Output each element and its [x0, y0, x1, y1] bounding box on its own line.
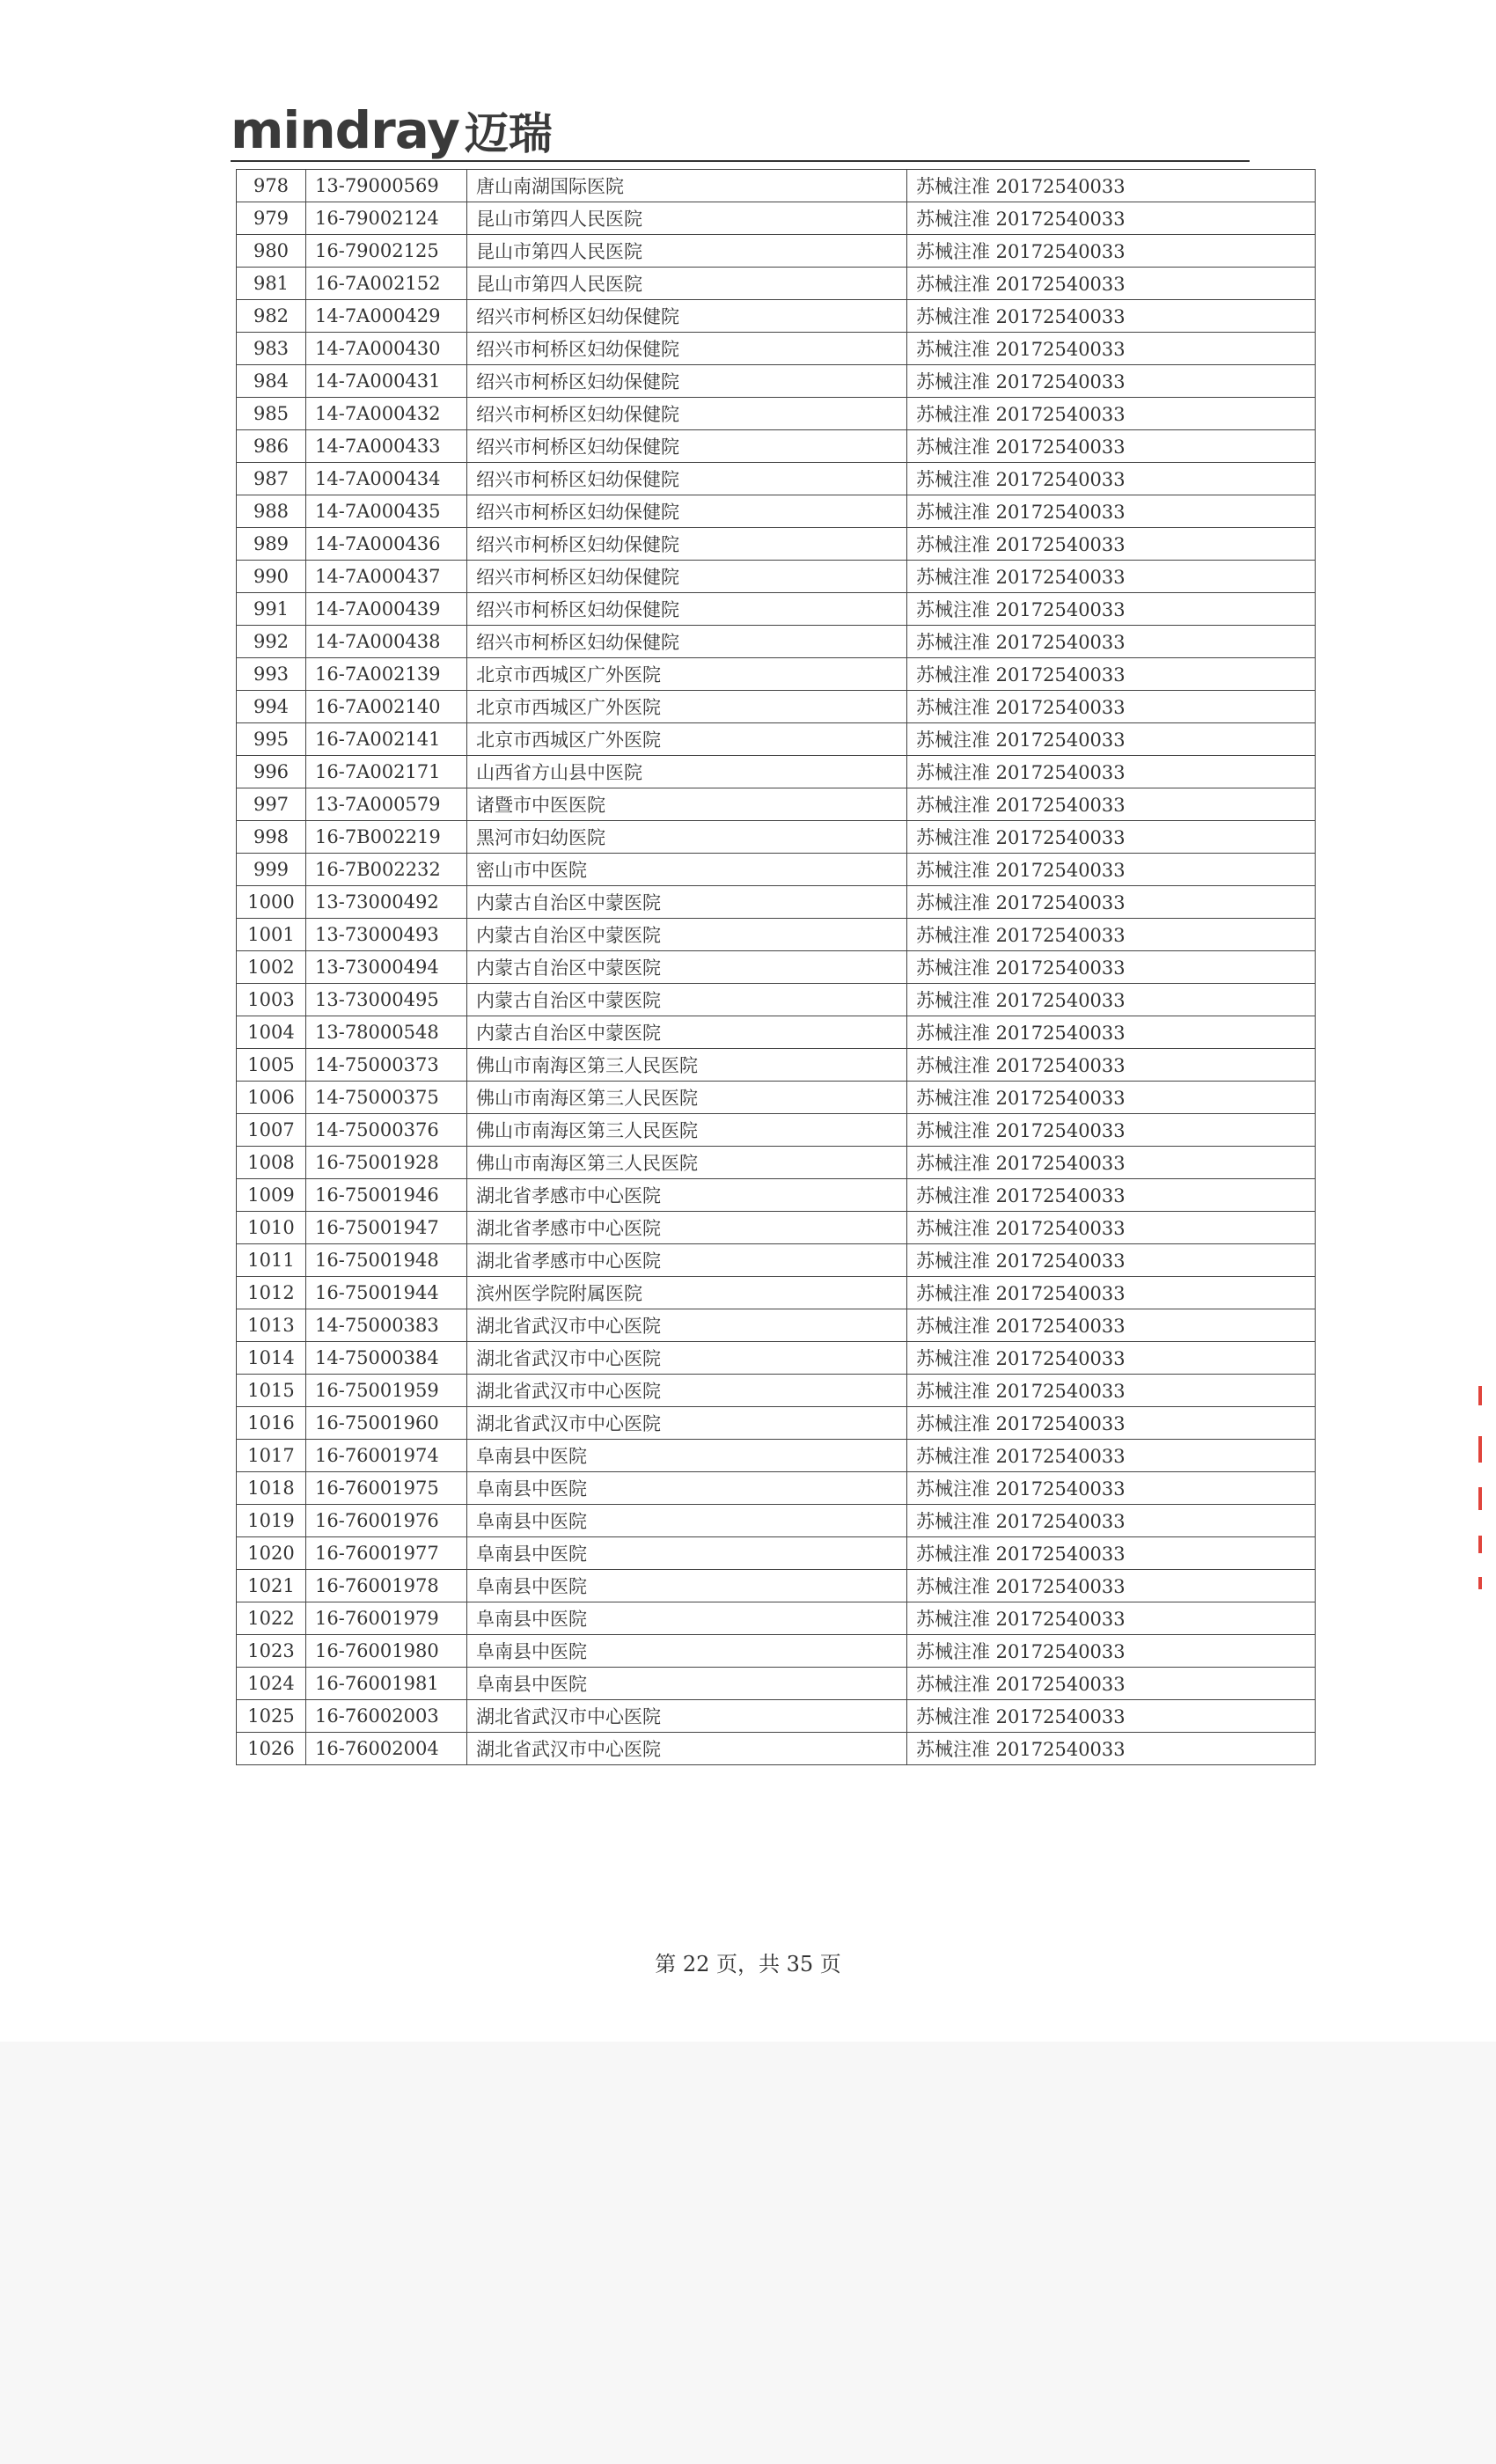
hospital-name-cell: 昆山市第四人民医院 — [467, 202, 907, 235]
serial-number-cell: 13-73000494 — [306, 951, 467, 984]
serial-number-cell: 14-7A000430 — [306, 333, 467, 365]
page-number: 第 22 页，共 35 页 — [655, 1952, 841, 1976]
table-row — [237, 1309, 1316, 1342]
table-row — [237, 202, 1316, 235]
table-row — [237, 1016, 1316, 1049]
hospital-name-cell: 内蒙古自治区中蒙医院 — [467, 919, 907, 951]
serial-number-cell: 16-7A002140 — [306, 691, 467, 723]
registration-number-cell: 苏械注准 20172540033 — [907, 495, 1316, 528]
hospital-name-cell: 北京市西城区广外医院 — [467, 691, 907, 723]
table-row — [237, 1602, 1316, 1635]
row-number-cell: 1025 — [237, 1700, 306, 1733]
serial-number-cell: 14-7A000436 — [306, 528, 467, 561]
hospital-name-cell: 黑河市妇幼医院 — [467, 821, 907, 854]
row-number-cell: 993 — [237, 658, 306, 691]
serial-number-cell: 16-7A002141 — [306, 723, 467, 756]
registration-number-cell: 苏械注准 20172540033 — [907, 1537, 1316, 1570]
serial-number-cell: 16-75001928 — [306, 1147, 467, 1179]
serial-number-cell: 13-73000493 — [306, 919, 467, 951]
row-number-cell: 1011 — [237, 1244, 306, 1277]
table-row — [237, 430, 1316, 463]
row-number-cell: 1015 — [237, 1375, 306, 1407]
row-number-cell: 980 — [237, 235, 306, 268]
table-row — [237, 1212, 1316, 1244]
table-row — [237, 756, 1316, 788]
hospital-name-cell: 湖北省武汉市中心医院 — [467, 1342, 907, 1375]
logo-cjk-text: 迈瑞 — [464, 108, 553, 159]
table-row — [237, 1505, 1316, 1537]
registration-number-cell: 苏械注准 20172540033 — [907, 1407, 1316, 1440]
serial-number-cell: 14-7A000438 — [306, 626, 467, 658]
serial-number-cell: 13-78000548 — [306, 1016, 467, 1049]
table-row — [237, 723, 1316, 756]
registration-number-cell: 苏械注准 20172540033 — [907, 1375, 1316, 1407]
hospital-name-cell: 山西省方山县中医院 — [467, 756, 907, 788]
row-number-cell: 997 — [237, 788, 306, 821]
table-row — [237, 300, 1316, 333]
registration-number-cell: 苏械注准 20172540033 — [907, 528, 1316, 561]
row-number-cell: 978 — [237, 170, 306, 202]
row-number-cell: 1002 — [237, 951, 306, 984]
row-number-cell: 988 — [237, 495, 306, 528]
row-number-cell: 990 — [237, 561, 306, 593]
serial-number-cell: 16-79002125 — [306, 235, 467, 268]
registration-number-cell: 苏械注准 20172540033 — [907, 1602, 1316, 1635]
serial-number-cell: 16-7A002139 — [306, 658, 467, 691]
serial-number-cell: 13-7A000579 — [306, 788, 467, 821]
serial-number-cell: 16-76001981 — [306, 1668, 467, 1700]
serial-number-cell: 14-7A000433 — [306, 430, 467, 463]
registration-number-cell: 苏械注准 20172540033 — [907, 1472, 1316, 1505]
registration-number-cell: 苏械注准 20172540033 — [907, 658, 1316, 691]
registration-number-cell: 苏械注准 20172540033 — [907, 854, 1316, 886]
row-number-cell: 1014 — [237, 1342, 306, 1375]
hospital-name-cell: 密山市中医院 — [467, 854, 907, 886]
registration-number-cell: 苏械注准 20172540033 — [907, 886, 1316, 919]
serial-number-cell: 14-75000384 — [306, 1342, 467, 1375]
serial-number-cell: 16-79002124 — [306, 202, 467, 235]
registration-number-cell: 苏械注准 20172540033 — [907, 430, 1316, 463]
table-row — [237, 951, 1316, 984]
hospital-name-cell: 昆山市第四人民医院 — [467, 268, 907, 300]
registration-number-cell: 苏械注准 20172540033 — [907, 1244, 1316, 1277]
hospital-name-cell: 阜南县中医院 — [467, 1668, 907, 1700]
registration-number-cell: 苏械注准 20172540033 — [907, 1179, 1316, 1212]
hospital-name-cell: 湖北省孝感市中心医院 — [467, 1212, 907, 1244]
hospital-name-cell: 湖北省武汉市中心医院 — [467, 1309, 907, 1342]
hospital-name-cell: 诸暨市中医医院 — [467, 788, 907, 821]
row-number-cell: 1023 — [237, 1635, 306, 1668]
row-number-cell: 996 — [237, 756, 306, 788]
registration-number-cell: 苏械注准 20172540033 — [907, 561, 1316, 593]
serial-number-cell: 14-7A000432 — [306, 398, 467, 430]
hospital-name-cell: 绍兴市柯桥区妇幼保健院 — [467, 365, 907, 398]
row-number-cell: 1010 — [237, 1212, 306, 1244]
registration-number-cell: 苏械注准 20172540033 — [907, 1570, 1316, 1602]
row-number-cell: 1006 — [237, 1082, 306, 1114]
row-number-cell: 1003 — [237, 984, 306, 1016]
table-row — [237, 463, 1316, 495]
registration-number-cell: 苏械注准 20172540033 — [907, 1440, 1316, 1472]
row-number-cell: 1013 — [237, 1309, 306, 1342]
serial-number-cell: 16-76002004 — [306, 1733, 467, 1765]
table-row — [237, 691, 1316, 723]
hospital-name-cell: 绍兴市柯桥区妇幼保健院 — [467, 495, 907, 528]
table-row — [237, 919, 1316, 951]
registration-number-cell: 苏械注准 20172540033 — [907, 788, 1316, 821]
registration-number-cell: 苏械注准 20172540033 — [907, 951, 1316, 984]
hospital-name-cell: 佛山市南海区第三人民医院 — [467, 1082, 907, 1114]
serial-number-cell: 14-7A000437 — [306, 561, 467, 593]
hospital-name-cell: 阜南县中医院 — [467, 1635, 907, 1668]
stamp-edge-mark — [1478, 1577, 1482, 1589]
serial-number-cell: 14-7A000439 — [306, 593, 467, 626]
registration-number-cell: 苏械注准 20172540033 — [907, 333, 1316, 365]
header-rule — [231, 160, 1250, 162]
hospital-name-cell: 北京市西城区广外医院 — [467, 658, 907, 691]
table-row — [237, 1342, 1316, 1375]
hospital-name-cell: 湖北省武汉市中心医院 — [467, 1375, 907, 1407]
table-row — [237, 1277, 1316, 1309]
table-row — [237, 658, 1316, 691]
row-number-cell: 1021 — [237, 1570, 306, 1602]
table-row — [237, 1472, 1316, 1505]
table-row — [237, 1082, 1316, 1114]
registration-number-cell: 苏械注准 20172540033 — [907, 919, 1316, 951]
serial-number-cell: 16-7B002232 — [306, 854, 467, 886]
row-number-cell: 984 — [237, 365, 306, 398]
registration-number-cell: 苏械注准 20172540033 — [907, 1342, 1316, 1375]
logo-latin-text: mindray — [231, 100, 459, 160]
registration-number-cell: 苏械注准 20172540033 — [907, 1147, 1316, 1179]
registration-number-cell: 苏械注准 20172540033 — [907, 756, 1316, 788]
serial-number-cell: 14-75000373 — [306, 1049, 467, 1082]
registration-number-cell: 苏械注准 20172540033 — [907, 1277, 1316, 1309]
table-row — [237, 528, 1316, 561]
registration-number-cell: 苏械注准 20172540033 — [907, 1700, 1316, 1733]
table-row — [237, 984, 1316, 1016]
hospital-name-cell: 绍兴市柯桥区妇幼保健院 — [467, 463, 907, 495]
hospital-name-cell: 滨州医学院附属医院 — [467, 1277, 907, 1309]
row-number-cell: 1020 — [237, 1537, 306, 1570]
table-row — [237, 268, 1316, 300]
registration-table — [236, 169, 1315, 1765]
row-number-cell: 1026 — [237, 1733, 306, 1765]
row-number-cell: 1019 — [237, 1505, 306, 1537]
registration-number-cell: 苏械注准 20172540033 — [907, 1668, 1316, 1700]
row-number-cell: 1005 — [237, 1049, 306, 1082]
hospital-name-cell: 绍兴市柯桥区妇幼保健院 — [467, 626, 907, 658]
row-number-cell: 987 — [237, 463, 306, 495]
hospital-name-cell: 湖北省孝感市中心医院 — [467, 1179, 907, 1212]
hospital-name-cell: 唐山南湖国际医院 — [467, 170, 907, 202]
table-row — [237, 854, 1316, 886]
registration-number-cell: 苏械注准 20172540033 — [907, 1212, 1316, 1244]
serial-number-cell: 16-75001947 — [306, 1212, 467, 1244]
serial-number-cell: 14-7A000429 — [306, 300, 467, 333]
serial-number-cell: 16-75001946 — [306, 1179, 467, 1212]
table-row — [237, 788, 1316, 821]
hospital-name-cell: 阜南县中医院 — [467, 1570, 907, 1602]
table-row — [237, 1375, 1316, 1407]
table-row — [237, 1733, 1316, 1765]
mindray-logo — [231, 95, 553, 165]
table-row — [237, 170, 1316, 202]
registration-number-cell: 苏械注准 20172540033 — [907, 268, 1316, 300]
serial-number-cell: 16-75001960 — [306, 1407, 467, 1440]
hospital-name-cell: 北京市西城区广外医院 — [467, 723, 907, 756]
table-row — [237, 365, 1316, 398]
row-number-cell: 1000 — [237, 886, 306, 919]
serial-number-cell: 16-76001976 — [306, 1505, 467, 1537]
table-row — [237, 1114, 1316, 1147]
registration-number-cell: 苏械注准 20172540033 — [907, 1016, 1316, 1049]
serial-number-cell: 14-7A000435 — [306, 495, 467, 528]
row-number-cell: 986 — [237, 430, 306, 463]
table-body — [237, 170, 1316, 1765]
registration-number-cell: 苏械注准 20172540033 — [907, 1635, 1316, 1668]
row-number-cell: 1012 — [237, 1277, 306, 1309]
hospital-name-cell: 绍兴市柯桥区妇幼保健院 — [467, 333, 907, 365]
serial-number-cell: 14-75000375 — [306, 1082, 467, 1114]
serial-number-cell: 16-76001977 — [306, 1537, 467, 1570]
registration-number-cell: 苏械注准 20172540033 — [907, 984, 1316, 1016]
hospital-name-cell: 内蒙古自治区中蒙医院 — [467, 1016, 907, 1049]
serial-number-cell: 16-76001974 — [306, 1440, 467, 1472]
serial-number-cell: 16-76001978 — [306, 1570, 467, 1602]
stamp-edge-mark — [1478, 1536, 1482, 1553]
hospital-name-cell: 阜南县中医院 — [467, 1505, 907, 1537]
hospital-name-cell: 湖北省武汉市中心医院 — [467, 1733, 907, 1765]
row-number-cell: 979 — [237, 202, 306, 235]
table-row — [237, 1440, 1316, 1472]
row-number-cell: 1016 — [237, 1407, 306, 1440]
table-row — [237, 1537, 1316, 1570]
table-row — [237, 821, 1316, 854]
serial-number-cell: 14-75000383 — [306, 1309, 467, 1342]
stamp-edge-mark — [1478, 1386, 1482, 1405]
row-number-cell: 983 — [237, 333, 306, 365]
serial-number-cell: 16-75001948 — [306, 1244, 467, 1277]
row-number-cell: 1008 — [237, 1147, 306, 1179]
row-number-cell: 1022 — [237, 1602, 306, 1635]
row-number-cell: 998 — [237, 821, 306, 854]
serial-number-cell: 13-79000569 — [306, 170, 467, 202]
table-row — [237, 561, 1316, 593]
serial-number-cell: 14-7A000434 — [306, 463, 467, 495]
serial-number-cell: 16-7A002171 — [306, 756, 467, 788]
hospital-name-cell: 湖北省孝感市中心医院 — [467, 1244, 907, 1277]
table-row — [237, 333, 1316, 365]
table-row — [237, 1049, 1316, 1082]
registration-number-cell: 苏械注准 20172540033 — [907, 398, 1316, 430]
registration-number-cell: 苏械注准 20172540033 — [907, 170, 1316, 202]
registration-number-cell: 苏械注准 20172540033 — [907, 1049, 1316, 1082]
row-number-cell: 1017 — [237, 1440, 306, 1472]
registration-number-cell: 苏械注准 20172540033 — [907, 1505, 1316, 1537]
hospital-name-cell: 内蒙古自治区中蒙医院 — [467, 951, 907, 984]
hospital-name-cell: 佛山市南海区第三人民医院 — [467, 1049, 907, 1082]
page-bottom-shade — [0, 2042, 1496, 2464]
row-number-cell: 991 — [237, 593, 306, 626]
registration-number-cell: 苏械注准 20172540033 — [907, 821, 1316, 854]
row-number-cell: 1007 — [237, 1114, 306, 1147]
table-row — [237, 1700, 1316, 1733]
table-row — [237, 626, 1316, 658]
serial-number-cell: 16-75001944 — [306, 1277, 467, 1309]
stamp-edge-mark — [1478, 1487, 1482, 1510]
hospital-name-cell: 佛山市南海区第三人民医院 — [467, 1147, 907, 1179]
table-row — [237, 886, 1316, 919]
registration-number-cell: 苏械注准 20172540033 — [907, 691, 1316, 723]
table-row — [237, 1570, 1316, 1602]
registration-number-cell: 苏械注准 20172540033 — [907, 1082, 1316, 1114]
serial-number-cell: 16-7B002219 — [306, 821, 467, 854]
hospital-name-cell: 绍兴市柯桥区妇幼保健院 — [467, 430, 907, 463]
hospital-name-cell: 内蒙古自治区中蒙医院 — [467, 984, 907, 1016]
row-number-cell: 999 — [237, 854, 306, 886]
serial-number-cell: 16-76001979 — [306, 1602, 467, 1635]
hospital-name-cell: 湖北省武汉市中心医院 — [467, 1407, 907, 1440]
row-number-cell: 989 — [237, 528, 306, 561]
row-number-cell: 992 — [237, 626, 306, 658]
stamp-edge-mark — [1478, 1436, 1482, 1463]
serial-number-cell: 16-76001975 — [306, 1472, 467, 1505]
serial-number-cell: 16-7A002152 — [306, 268, 467, 300]
registration-number-cell: 苏械注准 20172540033 — [907, 1733, 1316, 1765]
hospital-name-cell: 阜南县中医院 — [467, 1472, 907, 1505]
hospital-name-cell: 阜南县中医院 — [467, 1537, 907, 1570]
row-number-cell: 1024 — [237, 1668, 306, 1700]
hospital-name-cell: 内蒙古自治区中蒙医院 — [467, 886, 907, 919]
row-number-cell: 995 — [237, 723, 306, 756]
row-number-cell: 1001 — [237, 919, 306, 951]
hospital-name-cell: 佛山市南海区第三人民医院 — [467, 1114, 907, 1147]
hospital-name-cell: 阜南县中医院 — [467, 1440, 907, 1472]
table-row — [237, 495, 1316, 528]
hospital-name-cell: 阜南县中医院 — [467, 1602, 907, 1635]
table-row — [237, 235, 1316, 268]
hospital-name-cell: 湖北省武汉市中心医院 — [467, 1700, 907, 1733]
table-row — [237, 593, 1316, 626]
serial-number-cell: 14-75000376 — [306, 1114, 467, 1147]
registration-number-cell: 苏械注准 20172540033 — [907, 365, 1316, 398]
hospital-name-cell: 绍兴市柯桥区妇幼保健院 — [467, 593, 907, 626]
hospital-name-cell: 昆山市第四人民医院 — [467, 235, 907, 268]
row-number-cell: 1004 — [237, 1016, 306, 1049]
table-row — [237, 1179, 1316, 1212]
hospital-name-cell: 绍兴市柯桥区妇幼保健院 — [467, 561, 907, 593]
serial-number-cell: 16-76001980 — [306, 1635, 467, 1668]
registration-number-cell: 苏械注准 20172540033 — [907, 300, 1316, 333]
registration-number-cell: 苏械注准 20172540033 — [907, 723, 1316, 756]
table-row — [237, 398, 1316, 430]
row-number-cell: 1018 — [237, 1472, 306, 1505]
row-number-cell: 982 — [237, 300, 306, 333]
table-row — [237, 1244, 1316, 1277]
registration-number-cell: 苏械注准 20172540033 — [907, 1114, 1316, 1147]
serial-number-cell: 16-75001959 — [306, 1375, 467, 1407]
serial-number-cell: 13-73000492 — [306, 886, 467, 919]
row-number-cell: 994 — [237, 691, 306, 723]
hospital-name-cell: 绍兴市柯桥区妇幼保健院 — [467, 398, 907, 430]
hospital-name-cell: 绍兴市柯桥区妇幼保健院 — [467, 528, 907, 561]
registration-number-cell: 苏械注准 20172540033 — [907, 1309, 1316, 1342]
table-row — [237, 1635, 1316, 1668]
table-row — [237, 1407, 1316, 1440]
serial-number-cell: 14-7A000431 — [306, 365, 467, 398]
serial-number-cell: 13-73000495 — [306, 984, 467, 1016]
row-number-cell: 981 — [237, 268, 306, 300]
registration-number-cell: 苏械注准 20172540033 — [907, 202, 1316, 235]
table-row — [237, 1668, 1316, 1700]
table-row — [237, 1147, 1316, 1179]
row-number-cell: 985 — [237, 398, 306, 430]
registration-number-cell: 苏械注准 20172540033 — [907, 463, 1316, 495]
row-number-cell: 1009 — [237, 1179, 306, 1212]
registration-number-cell: 苏械注准 20172540033 — [907, 235, 1316, 268]
serial-number-cell: 16-76002003 — [306, 1700, 467, 1733]
registration-number-cell: 苏械注准 20172540033 — [907, 593, 1316, 626]
registration-number-cell: 苏械注准 20172540033 — [907, 626, 1316, 658]
hospital-name-cell: 绍兴市柯桥区妇幼保健院 — [467, 300, 907, 333]
